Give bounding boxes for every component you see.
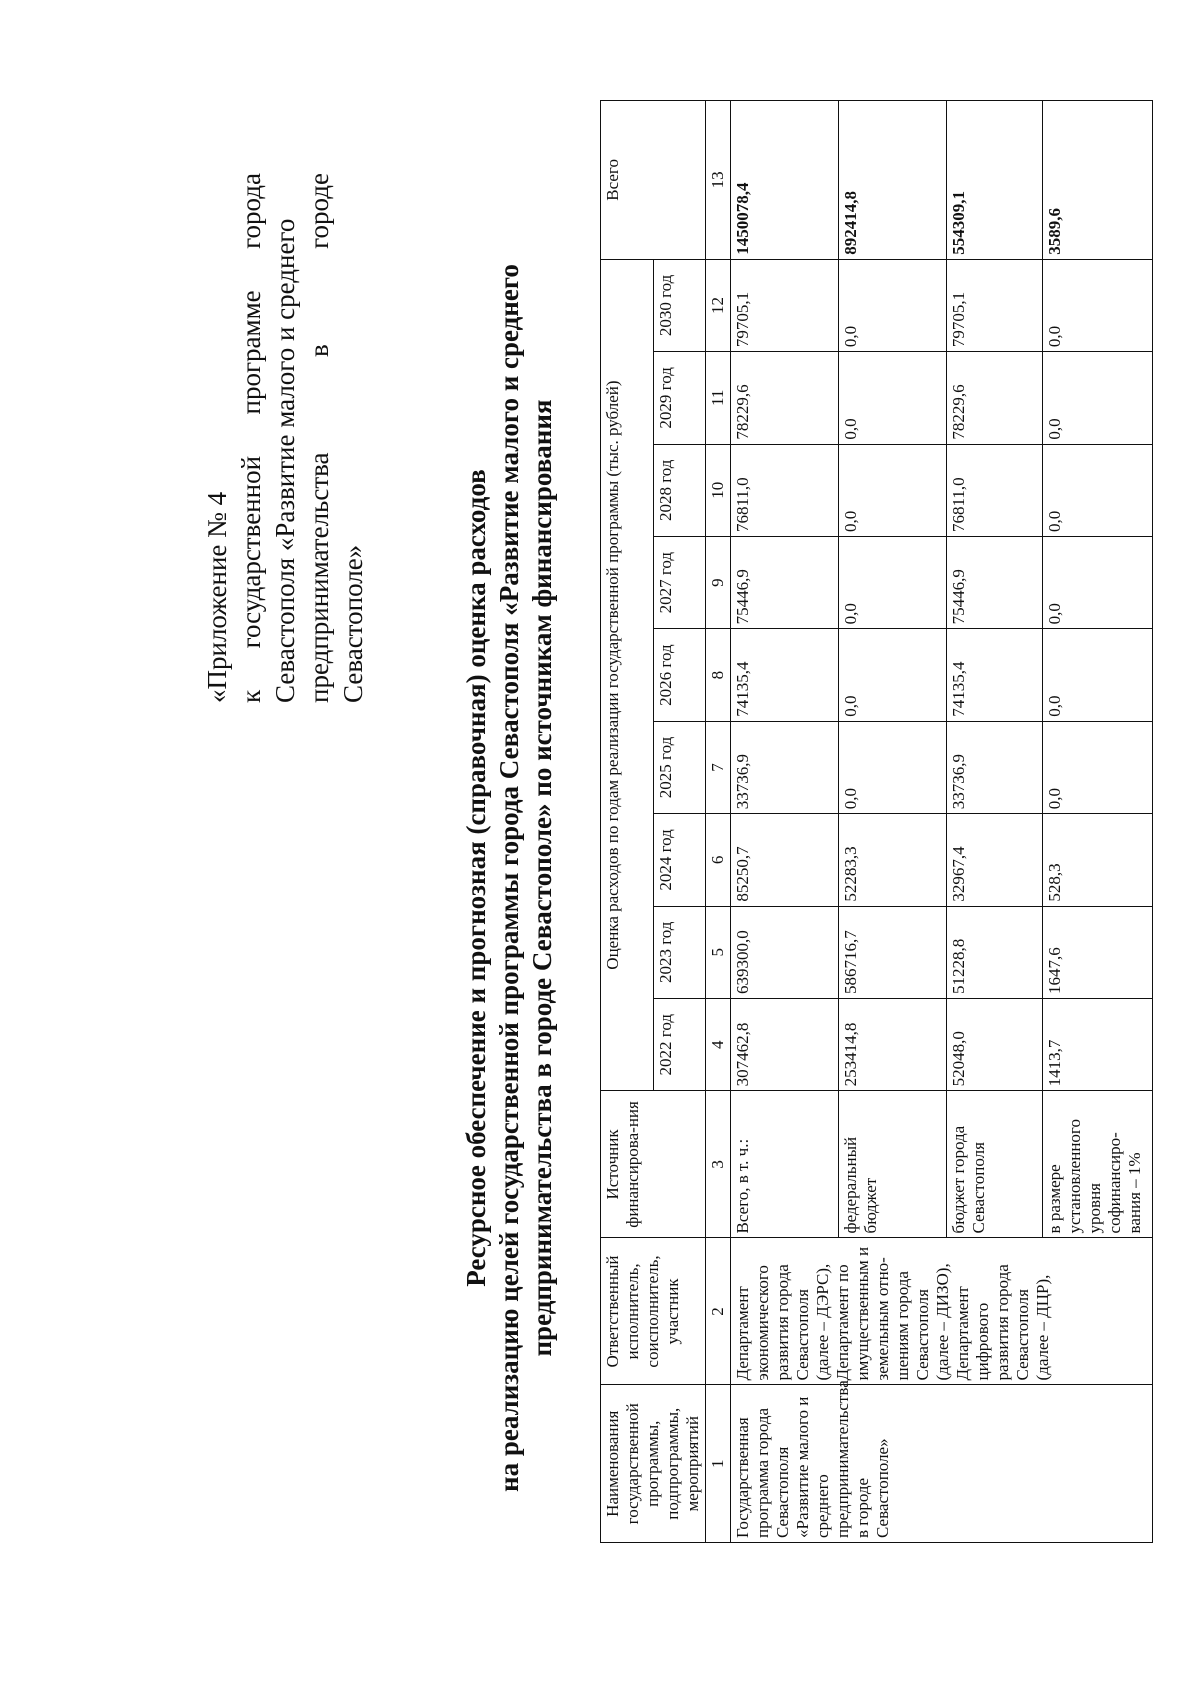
header-year: 2027 год: [653, 536, 706, 628]
value-cell: 85250,7: [731, 814, 839, 906]
col-number: 7: [706, 721, 731, 813]
value-cell: 76811,0: [731, 444, 839, 536]
col-number: 4: [706, 999, 731, 1091]
header-name: Наименования государственной программы, подпрограммы, мероприятий: [601, 1385, 706, 1543]
col-number: 13: [706, 101, 731, 260]
value-cell: 78229,6: [731, 352, 839, 444]
appendix-line-1: «Приложение № 4: [202, 491, 232, 703]
col-number: 10: [706, 444, 731, 536]
value-cell: 74135,4: [947, 629, 1043, 721]
value-cell: 0,0: [839, 536, 947, 628]
value-cell: 0,0: [839, 629, 947, 721]
value-cell: 0,0: [1043, 536, 1153, 628]
value-cell: 52048,0: [947, 999, 1043, 1091]
value-cell: 33736,9: [731, 721, 839, 813]
header-executor: Ответственный исполнитель, соисполнитель, участник: [601, 1238, 706, 1385]
value-cell: 75446,9: [731, 536, 839, 628]
value-cell: 528,3: [1043, 814, 1153, 906]
source-cell: Всего, в т. ч.:: [731, 1091, 839, 1238]
col-number: 1: [706, 1385, 731, 1543]
header-row-1: [601, 101, 654, 1543]
title-line-1: Ресурсное обеспечение и прогнозная (справочная) оценка расходов: [461, 469, 491, 1287]
value-cell: 32967,4: [947, 814, 1043, 906]
col-number: 5: [706, 906, 731, 998]
value-cell: 1647,6: [1043, 906, 1153, 998]
value-cell: 76811,0: [947, 444, 1043, 536]
total-cell: 892414,8: [839, 101, 947, 260]
header-year: 2029 год: [653, 352, 706, 444]
value-cell: 74135,4: [731, 629, 839, 721]
total-cell: 1450078,4: [731, 101, 839, 260]
executors-cell: Департамент экономического развития города Севастополя (далее – ДЭРС), Департамент по имущественным и земельным отно-шениям города Севастополя (далее – ДИЗО), Департамент цифрового развития города Севастополя (далее – ДЦР),: [731, 1238, 1153, 1385]
appendix-block: [200, 173, 370, 703]
value-cell: 0,0: [839, 444, 947, 536]
header-year: 2030 год: [653, 259, 706, 351]
header-year: 2022 год: [653, 999, 706, 1091]
appendix-word: программе: [236, 290, 266, 415]
value-cell: 0,0: [1043, 444, 1153, 536]
appendix-word: городе: [304, 173, 334, 249]
value-cell: 0,0: [1043, 259, 1153, 351]
column-number-row: [706, 101, 731, 1543]
value-cell: 0,0: [1043, 352, 1153, 444]
col-number: 8: [706, 629, 731, 721]
source-cell: в размере установленного уровня софинансиро-вания – 1%: [1043, 1091, 1153, 1238]
value-cell: 0,0: [839, 352, 947, 444]
header-total: Всего: [601, 101, 706, 260]
value-cell: 1413,7: [1043, 999, 1153, 1091]
value-cell: 0,0: [1043, 721, 1153, 813]
header-year: 2025 год: [653, 721, 706, 813]
total-cell: 554309,1: [947, 101, 1043, 260]
col-number: 2: [706, 1238, 731, 1385]
resource-table: [600, 100, 1153, 1543]
title-line-2: на реализацию целей государственной программы города Севастополя «Развитие малого и среднего: [494, 264, 524, 1492]
document-title: [460, 263, 559, 1493]
header-estimate: Оценка расходов по годам реализации государственной программы (тыс. рублей): [601, 259, 654, 1091]
source-cell: бюджет города Севастополя: [947, 1091, 1043, 1238]
value-cell: 586716,7: [839, 906, 947, 998]
source-cell: федеральный бюджет: [839, 1091, 947, 1238]
value-cell: 0,0: [839, 259, 947, 351]
value-cell: 0,0: [1043, 629, 1153, 721]
value-cell: 78229,6: [947, 352, 1043, 444]
total-cell: 3589,6: [1043, 101, 1153, 260]
appendix-line-4: [302, 173, 336, 703]
appendix-word: к: [236, 689, 266, 703]
table-row: [731, 101, 839, 1543]
header-year: 2028 год: [653, 444, 706, 536]
value-cell: 639300,0: [731, 906, 839, 998]
appendix-line-2: [234, 173, 268, 703]
program-name-cell: Государственная программа города Севастополя «Развитие малого и среднего предпринимательства в городе Севастополе»: [731, 1385, 1153, 1543]
value-cell: 307462,8: [731, 999, 839, 1091]
value-cell: 33736,9: [947, 721, 1043, 813]
value-cell: 79705,1: [947, 259, 1043, 351]
appendix-word: в: [304, 344, 334, 358]
appendix-line-5: Севастополе»: [338, 544, 368, 703]
header-year: 2024 год: [653, 814, 706, 906]
col-number: 11: [706, 352, 731, 444]
appendix-word: предпринимательства: [304, 452, 334, 703]
col-number: 6: [706, 814, 731, 906]
appendix-word: государственной: [236, 455, 266, 649]
value-cell: 0,0: [839, 721, 947, 813]
col-number: 3: [706, 1091, 731, 1238]
col-number: 9: [706, 536, 731, 628]
header-year: 2026 год: [653, 629, 706, 721]
value-cell: 253414,8: [839, 999, 947, 1091]
appendix-word: города: [236, 173, 266, 249]
title-line-3: предпринимательства в городе Севастополе» по источникам финансирования: [527, 399, 557, 1357]
header-year: 2023 год: [653, 906, 706, 998]
header-source: Источник финансирова-ния: [601, 1091, 706, 1238]
value-cell: 52283,3: [839, 814, 947, 906]
value-cell: 79705,1: [731, 259, 839, 351]
value-cell: 51228,8: [947, 906, 1043, 998]
col-number: 12: [706, 259, 731, 351]
appendix-line-3: Севастополя «Развитие малого и среднего: [270, 218, 300, 703]
value-cell: 75446,9: [947, 536, 1043, 628]
